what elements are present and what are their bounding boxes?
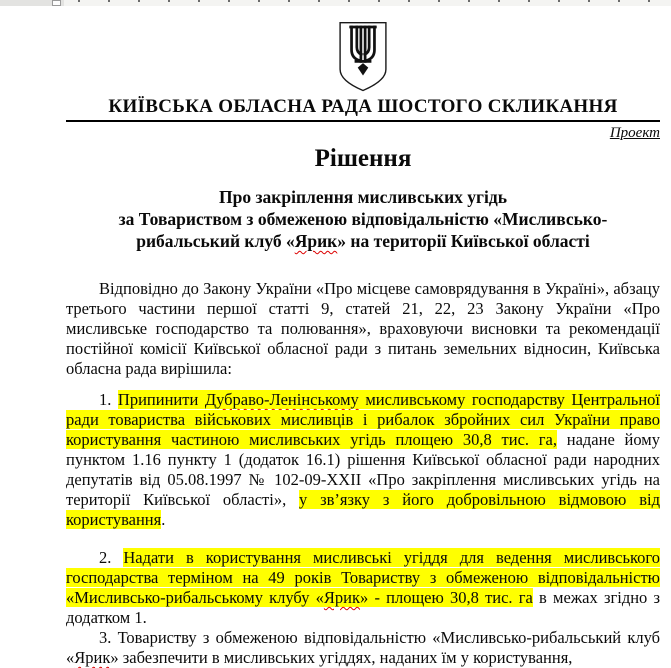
subject-line-1 <box>66 186 660 208</box>
coat-of-arms-emblem <box>66 20 660 94</box>
highlighted-text: » - площею 30,8 тис. га <box>360 588 533 607</box>
text-run: » забезпечити в мисливських угіддях, наданих їм у користування, <box>110 648 573 667</box>
decision-item-2 <box>66 548 660 628</box>
council-title: КИЇВСЬКА ОБЛАСНА РАДА ШОСТОГО СКЛИКАННЯ <box>66 96 660 122</box>
text-run: за Товариством з обмеженою відповідальністю «Мисливсько- <box>118 209 608 229</box>
document-page[interactable] <box>0 6 671 668</box>
subject-heading <box>66 186 660 252</box>
text-run: в межах згідно з додатком 1. <box>66 588 660 627</box>
misspelled-word: Дубраво-Ленінському <box>204 390 359 409</box>
text-run: 2. <box>99 548 124 567</box>
decision-item-1 <box>66 390 660 530</box>
subject-line-3 <box>66 230 660 252</box>
text-run: Про закріплення мисливських угідь <box>219 187 507 207</box>
text-run: 1. <box>99 390 118 409</box>
highlighted-text: Надати в користування мисливські угіддя для ведення мисливського господарства терміном на 49 років Товариству з обмеженою відповідальністю «Мисливсько-рибальському клубу « <box>66 548 661 607</box>
text-run: » на території Київської області <box>337 231 590 251</box>
document-content <box>66 20 660 668</box>
misspelled-word: Ярик <box>323 588 361 607</box>
text-run: 3. Товариству з обмеженою відповідальністю «Мисливсько-рибальський клуб « <box>66 628 660 667</box>
intro-paragraph <box>66 279 660 379</box>
decision-item-3 <box>66 628 660 668</box>
misspelled-word: Ярик <box>74 648 111 667</box>
misspelled-word: Ярик <box>294 231 338 251</box>
text-run: . <box>161 510 166 529</box>
decision-title: Рішення <box>314 145 412 172</box>
highlighted-text: у зв’язку з його добровільною відмовою від користування <box>66 490 660 529</box>
highlighted-text: Припинити <box>117 390 205 409</box>
highlighted-text: мисливському господарству Центральної ради товариства військових мисливців і рибалок збройних сил України право користування частиною мисливських угідь площею 30,8 тис. га, <box>66 390 660 449</box>
project-label-row <box>66 125 660 142</box>
text-run: Відповідно до Закону України «Про місцеве самоврядування в Україні», абзацу третього частини першої статті 9, статей 21, 22, 23 Закону України «Про мисливське господарство та полювання», враховуючи висновки та рекомендації постійної комісії Київської обласної ради з питань земельних відносин, Київська обласна рада вирішила: <box>66 279 660 378</box>
ukraine-trident-icon <box>335 20 391 94</box>
ruler-ticks <box>78 0 671 2</box>
text-run: рибальський клуб « <box>136 231 295 251</box>
text-run: надане йому пунктом 1.16 пункту 1 (додаток 16.1) рішення Київської обласної ради народних депутатів від 05.08.1997 № 102-09-XXII «Про закріплення мисливських угідь на території Київської області», <box>66 430 661 509</box>
project-label: Проект <box>609 125 660 141</box>
subject-line-2 <box>66 208 660 230</box>
